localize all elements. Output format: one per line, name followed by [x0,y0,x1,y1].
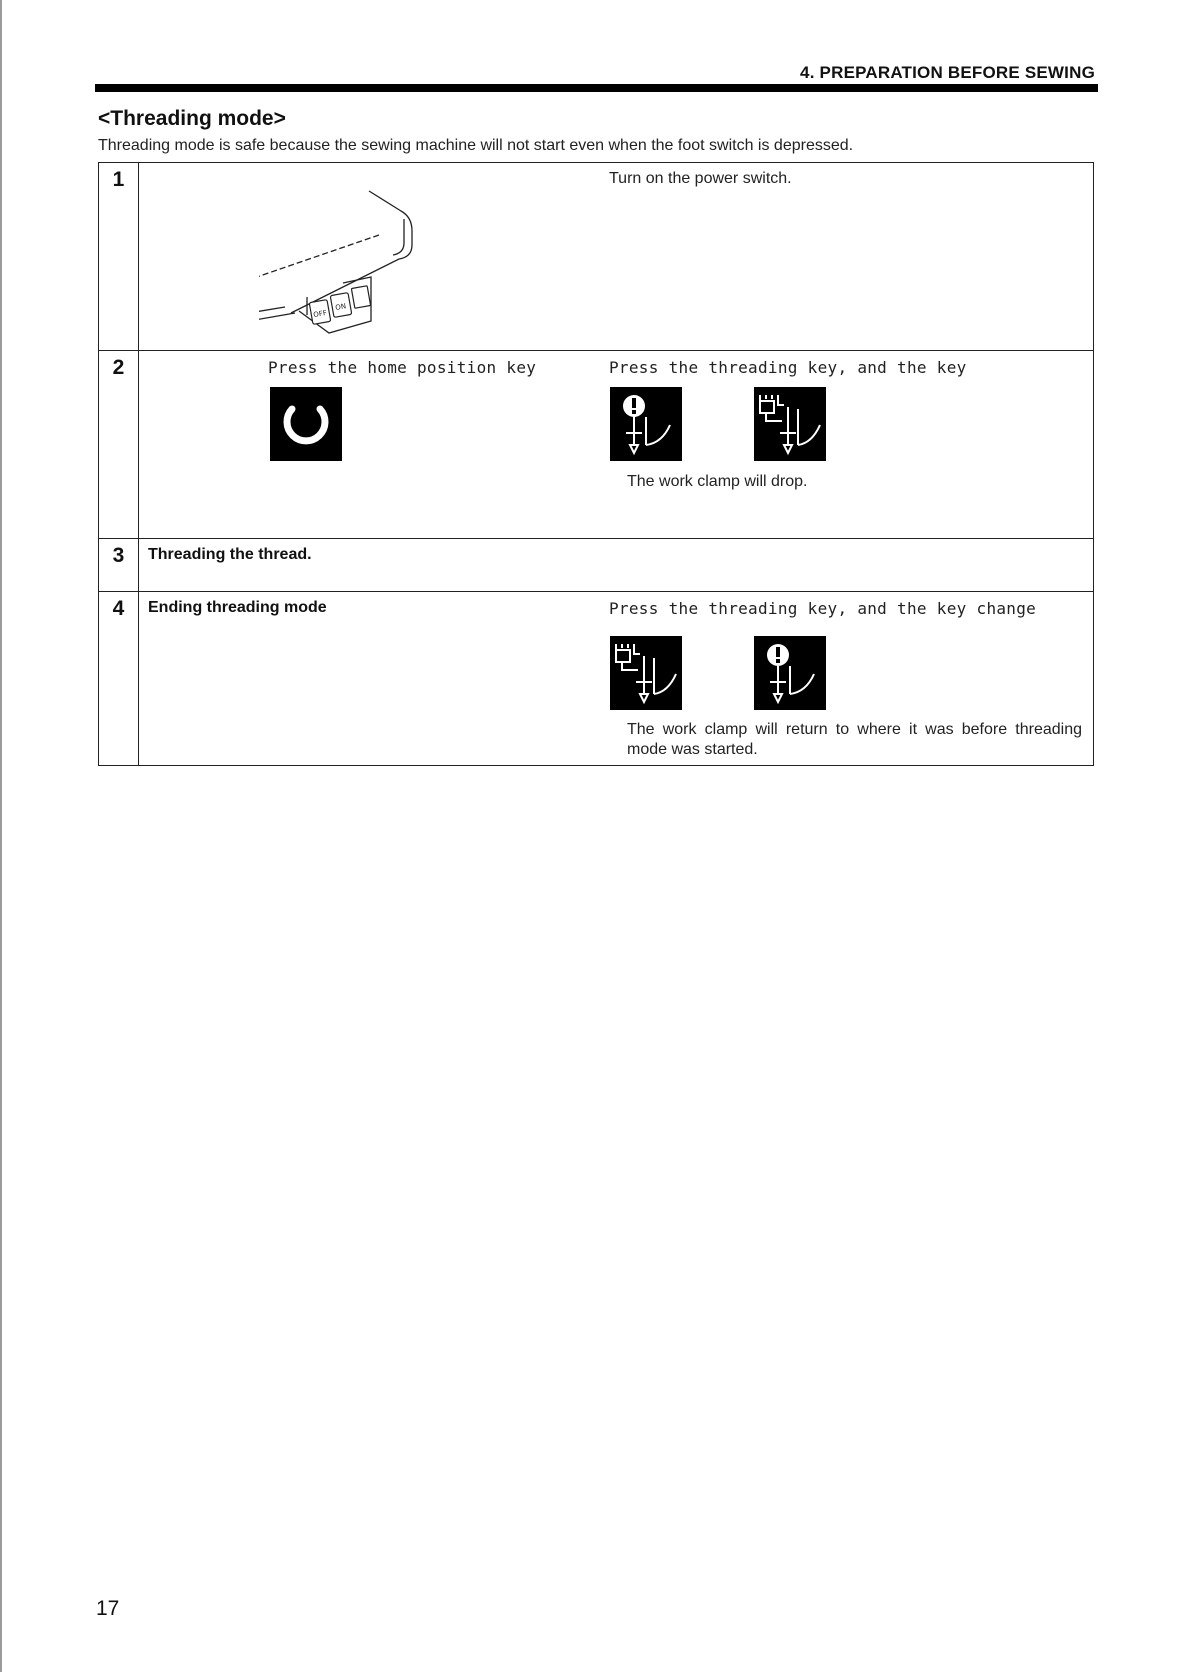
step-1-instruction: Turn on the power switch. [609,170,792,187]
step-number-cell [99,163,139,351]
step-content-cell [139,539,1094,592]
step-number-cell [99,539,139,592]
section-title: <Threading mode> [98,107,286,130]
step-row-3 [99,539,1094,592]
step-number: 3 [112,544,125,567]
threading-key-flag-icon[interactable] [754,387,826,461]
home-position-key-icon[interactable] [270,387,342,461]
step-number-cell [99,592,139,766]
step-row-2 [99,351,1094,539]
step-content-cell [139,163,1094,351]
page-number: 17 [96,1597,120,1620]
step-4-right-instruction: Press the threading key, and the key change [609,599,1037,618]
step-3-label: Threading the thread. [148,546,312,563]
page-left-edge [0,0,2,1672]
power-switch-illustration [259,173,559,343]
section-header: 4. PREPARATION BEFORE SEWING [800,63,1095,82]
step-content-cell [139,351,1094,539]
step-4-label: Ending threading mode [148,599,327,616]
steps-table [98,162,1094,766]
step-2-right-instruction: Press the threading key, and the key [609,358,967,377]
switch-off-label: OFF [312,308,328,320]
step-2-result: The work clamp will drop. [627,473,808,490]
intro-text: Threading mode is safe because the sewing machine will not start even when the foot switch is depressed. [98,137,854,154]
step-2-left-instruction: Press the home position key [268,358,537,377]
step-row-1 [99,163,1094,351]
threading-key-exclamation-icon[interactable] [754,636,826,710]
step-number: 2 [112,356,125,379]
threading-key-flag-icon[interactable] [610,636,682,710]
step-row-4 [99,592,1094,766]
step-4-result: The work clamp will return to where it was before threading mode was started. [627,721,1082,758]
step-number: 1 [112,168,125,191]
header-rule [95,84,1098,92]
step-number: 4 [112,597,125,620]
step-number-cell [99,351,139,539]
threading-key-exclamation-icon[interactable] [610,387,682,461]
switch-on-label: ON [334,302,347,312]
step-content-cell [139,592,1094,766]
